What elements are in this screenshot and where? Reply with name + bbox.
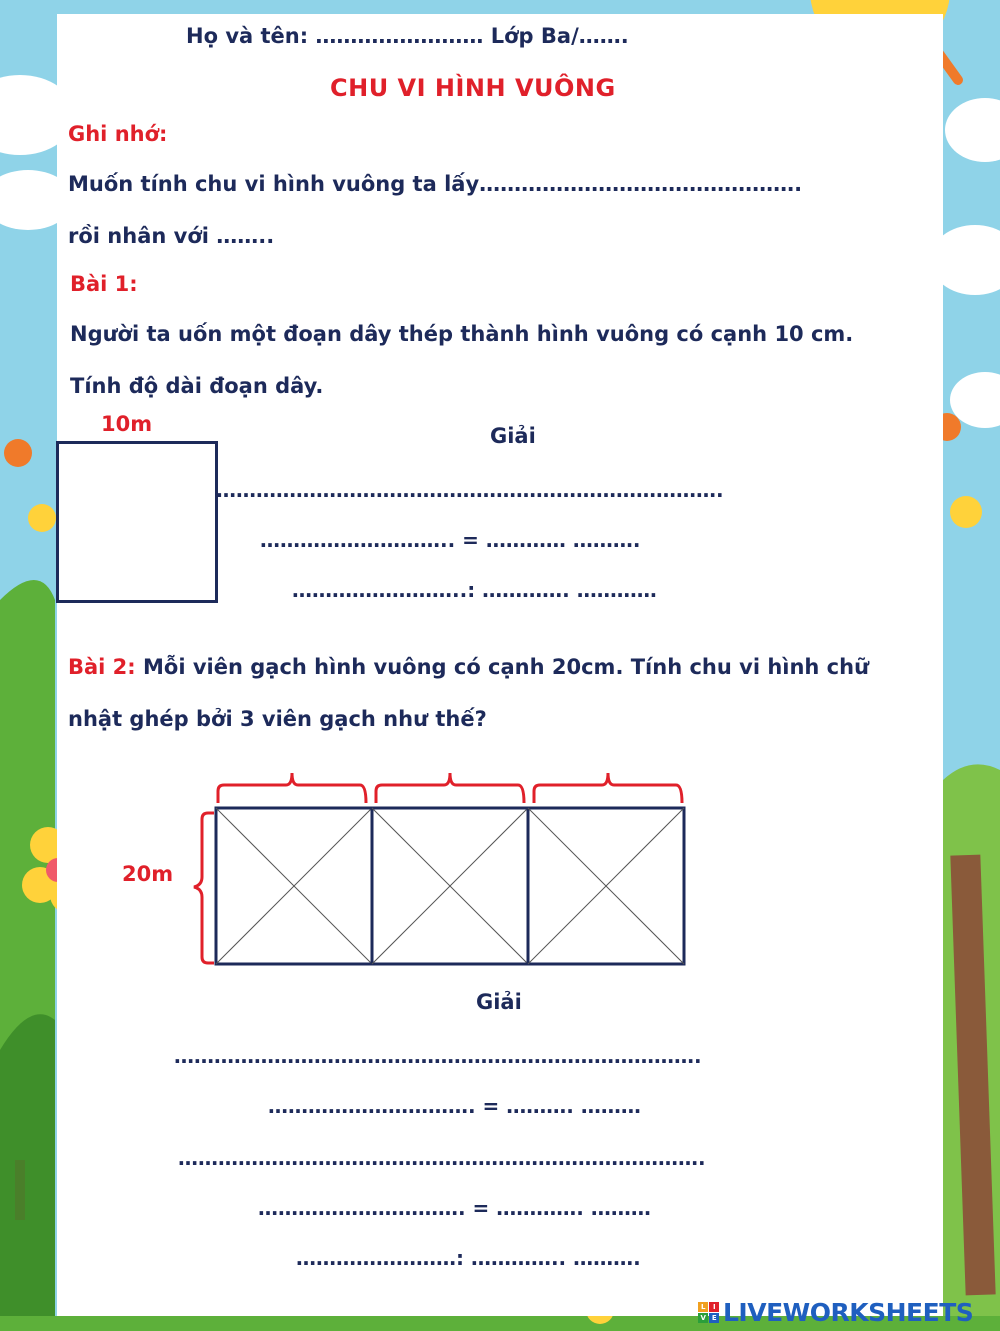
brand-name: LIVEWORKSHEETS bbox=[723, 1298, 974, 1327]
top-brace bbox=[218, 773, 366, 803]
answer-1-line-1: …………………………………………………………………. bbox=[216, 478, 724, 502]
decor-dot bbox=[28, 504, 56, 532]
answer-2-line-1: ……………………………………………………………………. bbox=[174, 1044, 702, 1068]
square-figure bbox=[56, 441, 218, 603]
answer-2-line-3: ……………………………………………………………………. bbox=[178, 1146, 706, 1170]
remember-line-1: Muốn tính chu vi hình vuông ta lấy………………………………………. bbox=[68, 172, 803, 196]
solution-2-heading: Giải bbox=[476, 990, 522, 1014]
answer-2-line-4: …………………………. = …………. ……… bbox=[258, 1196, 651, 1220]
decor-dot bbox=[950, 496, 982, 528]
bricks-figure bbox=[180, 765, 700, 975]
exercise-1-line-1: Người ta uốn một đoạn dây thép thành hình vuông có cạnh 10 cm. bbox=[70, 322, 854, 346]
rectangle-side-label: 20m bbox=[122, 862, 174, 886]
square-side-label: 10m bbox=[101, 412, 153, 436]
fence-post bbox=[15, 1160, 25, 1220]
brick-2 bbox=[372, 808, 528, 964]
remember-heading: Ghi nhớ: bbox=[68, 122, 168, 146]
liveworksheets-brand[interactable] bbox=[698, 1298, 973, 1327]
exercise-2-line-1 bbox=[68, 655, 869, 679]
hill-shape bbox=[0, 1014, 55, 1331]
exercise-2-text: Mỗi viên gạch hình vuông có cạnh 20cm. Tính chu vi hình chữ bbox=[143, 655, 870, 679]
student-info-header: Họ và tên: …………………… Lớp Ba/……. bbox=[186, 24, 629, 48]
left-brace bbox=[194, 813, 214, 963]
answer-2-line-2: …………………………. = ………. ……… bbox=[268, 1094, 641, 1118]
cloud-shape bbox=[945, 98, 1000, 162]
answer-1-line-2: ……………………….. = ………… ………. bbox=[260, 528, 641, 552]
solution-1-heading: Giải bbox=[490, 424, 536, 448]
exercise-1-line-2: Tính độ dài đoạn dây. bbox=[70, 374, 324, 398]
exercise-2-line-2: nhật ghép bởi 3 viên gạch như thế? bbox=[68, 707, 487, 731]
top-brace bbox=[376, 773, 524, 803]
decor-dot bbox=[4, 439, 32, 467]
brick-1 bbox=[216, 808, 372, 964]
top-brace bbox=[534, 773, 682, 803]
answer-2-line-5: ……………………: ………….. ………. bbox=[296, 1246, 641, 1270]
brick-3 bbox=[528, 808, 684, 964]
exercise-1-heading: Bài 1: bbox=[70, 272, 138, 296]
liveworksheets-logo-icon: L I V E bbox=[698, 1302, 719, 1323]
exercise-2-heading: Bài 2: bbox=[68, 655, 136, 679]
remember-line-2: rồi nhân với …….. bbox=[68, 224, 275, 248]
answer-1-line-3: ……………………..: …………. ………… bbox=[292, 578, 657, 602]
page-title: CHU VI HÌNH VUÔNG bbox=[330, 74, 616, 102]
